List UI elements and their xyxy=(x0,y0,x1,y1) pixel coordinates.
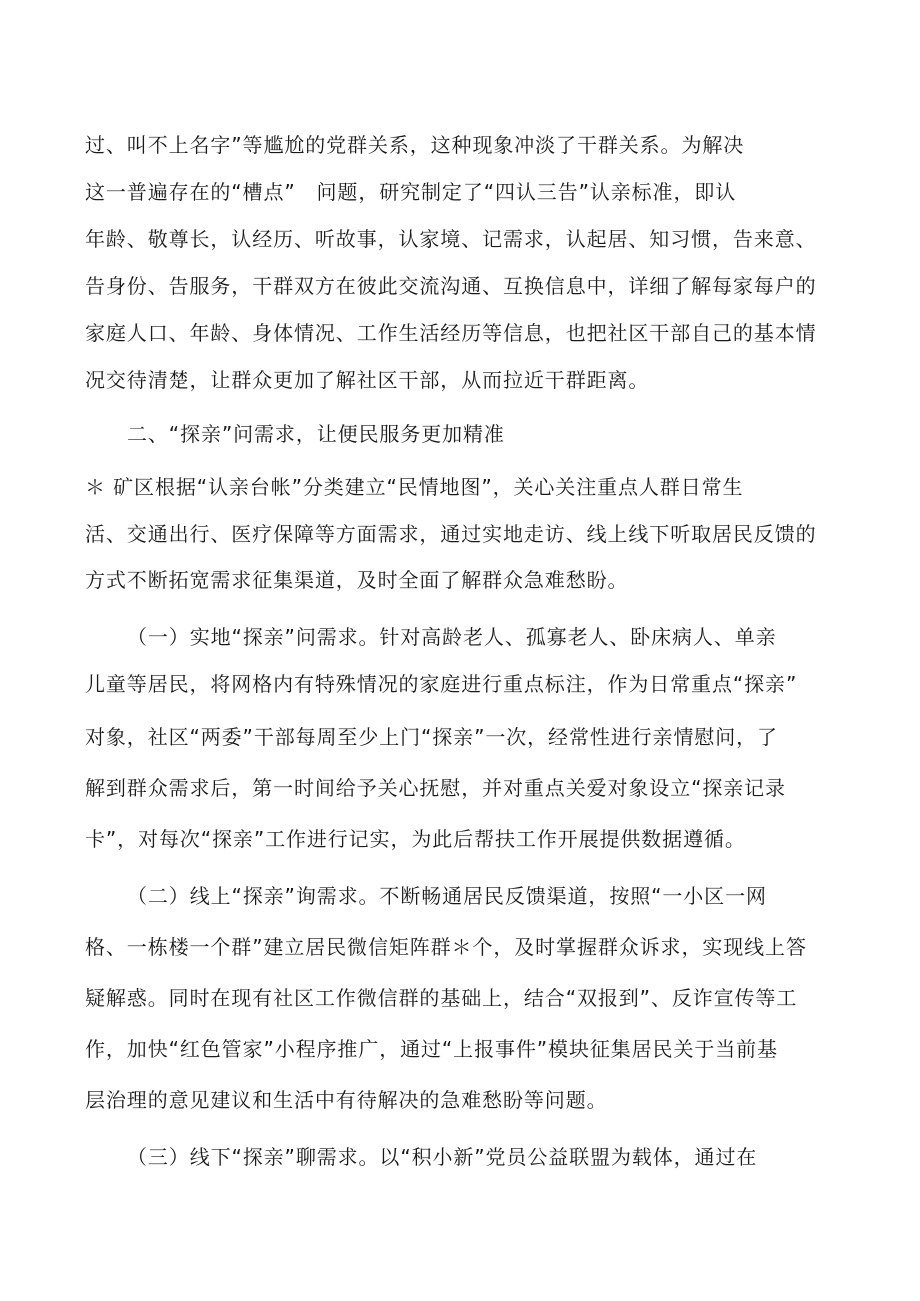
text-line: 层治理的意见建议和生活中有待解决的急难愁盼等问题。 xyxy=(85,1088,608,1112)
text-line: （三）线下“探亲”聊需求。以“积小新”党员公益联盟为载体，通过在 xyxy=(127,1145,758,1169)
text-line: 卡”，对每次“探亲”工作进行记实，为此后帮扶工作开展提供数据遵循。 xyxy=(85,827,746,851)
text-line: ＊ 矿区根据“认亲台帐”分类建立“民情地图”，关心关注重点人群日常生 xyxy=(85,475,744,499)
text-line: 疑解惑。同时在现有社区工作微信群的基础上，结合“双报到”、反诈宣传等工 xyxy=(85,986,798,1010)
text-line: 作，加快“红色管家”小程序推广，通过“上报事件”模块征集居民关于当前基 xyxy=(85,1037,778,1061)
text-line: 解到群众需求后，第一时间给予关心抚慰，并对重点关爱对象设立“探亲记录 xyxy=(85,776,786,800)
text-line: 儿童等居民，将网格内有特殊情况的家庭进行重点标注，作为日常重点“探亲” xyxy=(85,672,798,696)
text-line: （一）实地“探亲”问需求。针对高龄老人、孤寡老人、卧床病人、单亲 xyxy=(127,625,777,649)
text-line: 年龄、敬尊长，认经历、听故事，认家境、记需求，认起居、知习惯，告来意、 xyxy=(85,227,817,251)
text-line: 过、叫不上名字”等尴尬的党群关系，这种现象冲淡了干群关系。为解决 xyxy=(85,133,745,157)
text-line: 这一普遍存在的“槽点” 问题，研究制定了“四认三告”认亲标准，即认 xyxy=(85,180,737,204)
text-line: 告身份、告服务，干群双方在彼此交流沟通、互换信息中，详细了解每家每户的 xyxy=(85,274,817,298)
text-line: 况交待清楚，让群众更加了解社区干部，从而拉近干群距离。 xyxy=(85,368,650,392)
text-line: 格、一栋楼一个群”建立居民微信矩阵群＊个，及时掌握群众诉求，实现线上答 xyxy=(85,935,807,959)
text-line: 活、交通出行、医疗保障等方面需求，通过实地走访、线上线下听取居民反馈的 xyxy=(85,522,817,546)
text-line: 方式不断拓宽需求征集渠道，及时全面了解群众急难愁盼。 xyxy=(85,568,629,592)
text-line: 对象，社区“两委”干部每周至少上门“探亲”一次，经常性进行亲情慰问，了 xyxy=(85,725,778,749)
text-line: （二）线上“探亲”询需求。不断畅通居民反馈渠道，按照“一小区一网 xyxy=(127,884,767,908)
section-heading: 二、“探亲”问需求，让便民服务更加精准 xyxy=(127,422,505,446)
text-line: 家庭人口、年龄、身体情况、工作生活经历等信息，也把社区干部自己的基本情 xyxy=(85,321,817,345)
